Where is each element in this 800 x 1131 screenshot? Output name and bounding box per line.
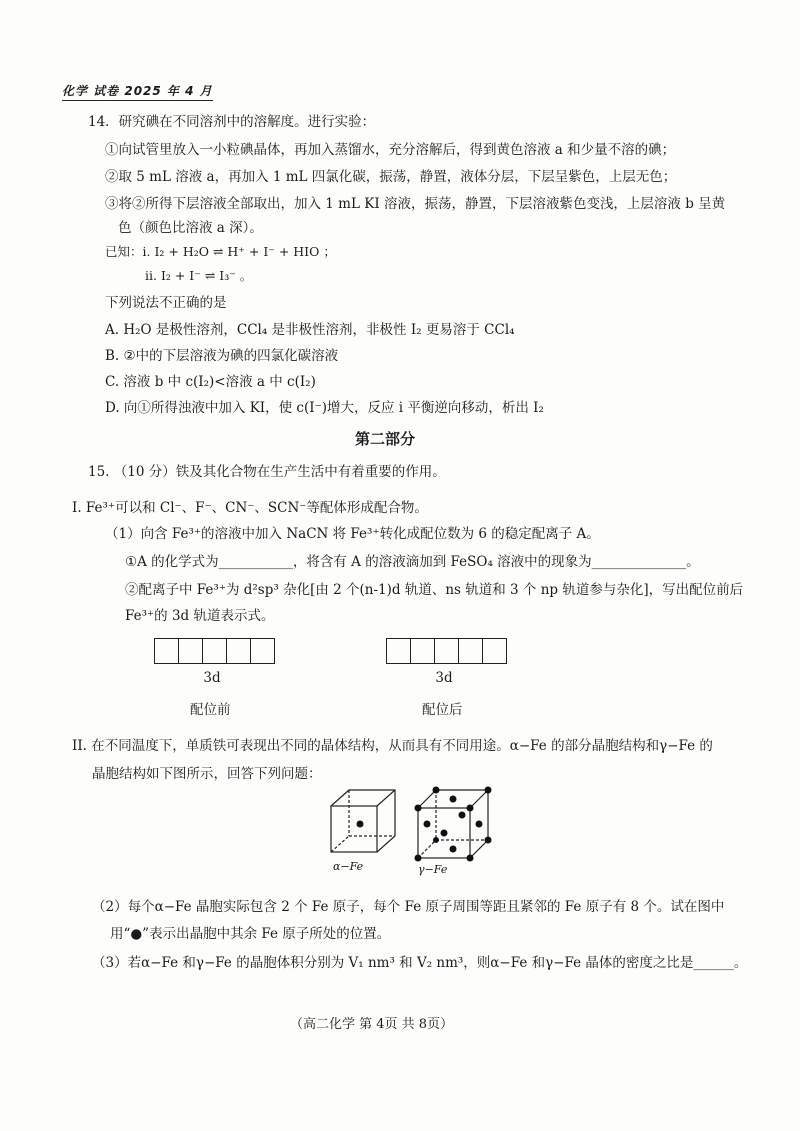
- q14-step2: ②取 5 mL 溶液 a，再加入 1 mL 四氯化碳，振荡，静置，液体分层，下层呈紫色，上层无色；: [105, 169, 677, 185]
- q15-sub2-line1: （2）每个α−Fe 晶胞实际包含 2 个 Fe 原子，每个 Fe 原子周围等距且紧邻的 Fe 原子有 8 个。试在图中: [92, 899, 725, 915]
- q14-known-1: 已知：ⅰ. I₂ + H₂O ⇌ H⁺ + I⁻ + HIO ；: [105, 244, 336, 259]
- label-gamma-fe: γ−Fe: [418, 863, 448, 876]
- orbital-box[interactable]: [203, 639, 227, 663]
- caption-before: 配位前: [190, 702, 231, 718]
- q14-option-a: A. H₂O 是极性溶剂，CCl₄ 是非极性溶剂，非极性 I₂ 更易溶于 CCl₄: [105, 322, 515, 338]
- fe-atom: [424, 821, 431, 828]
- caption-after: 配位后: [422, 702, 463, 718]
- q15-sub1-c: Fe³⁺的 3d 轨道表示式。: [125, 608, 275, 624]
- q15-sub1: （1）向含 Fe³⁺的溶液中加入 NaCN 将 Fe³⁺转化成配位数为 6 的稳定配离子 A。: [105, 526, 600, 542]
- orbital-box[interactable]: [435, 639, 459, 663]
- q14-step3-line2: 色（颜色比溶液 a 深）。: [118, 220, 263, 236]
- q15-part-i: I. Fe³⁺可以和 Cl⁻、F⁻、CN⁻、SCN⁻等配体形成配合物。: [72, 500, 428, 516]
- fe-atom: [485, 837, 492, 844]
- q14-option-d: D. 向①所得浊液中加入 KI，使 c(I⁻)增大，反应 ⅰ 平衡逆向移动，析出 I₂: [105, 400, 544, 416]
- orbital-boxes-before[interactable]: [154, 638, 275, 664]
- q14-step1: ①向试管里放入一小粒碘晶体，再加入蒸馏水，充分溶解后，得到黄色溶液 a 和少量不溶的碘；: [105, 142, 676, 158]
- fe-atom: [433, 787, 440, 794]
- fe-atom: [467, 855, 474, 862]
- q15-sub3: （3）若α−Fe 和γ−Fe 的晶胞体积分别为 V₁ nm³ 和 V₂ nm³，则α−Fe 和γ−Fe 晶体的密度之比是______。: [92, 955, 748, 971]
- orbital-box[interactable]: [155, 639, 179, 663]
- fe-atom: [467, 805, 474, 812]
- orbital-box[interactable]: [459, 639, 483, 663]
- fe-atom: [415, 855, 422, 862]
- orbital-box[interactable]: [483, 639, 506, 663]
- q14-prompt: 下列说法不正确的是: [105, 295, 227, 311]
- orbital-box[interactable]: [251, 639, 274, 663]
- q15-sub1-a: ①A 的化学式为___________，将含有 A 的溶液滴加到 FeSO₄ 溶液中的现象为______________。: [125, 554, 700, 570]
- label-alpha-fe: α−Fe: [333, 860, 364, 873]
- q14-known-2: ⅱ. I₂ + I⁻ ⇌ I₃⁻ 。: [145, 268, 253, 283]
- gamma-fe-cell-diagram[interactable]: [412, 786, 492, 862]
- q14-stem: 14．研究碘在不同溶剂中的溶解度。进行实验：: [88, 114, 376, 130]
- fe-atom: [441, 830, 448, 837]
- q15-part-ii-line1: II. 在不同温度下，单质铁可表现出不同的晶体结构，从而具有不同用途。α−Fe 的部分晶胞结构和γ−Fe 的: [72, 738, 713, 754]
- orbital-box[interactable]: [411, 639, 435, 663]
- fe-atom: [476, 821, 483, 828]
- orbital-box[interactable]: [227, 639, 251, 663]
- fe-atom: [357, 821, 364, 828]
- q14-option-c: C. 溶液 b 中 c(I₂)<溶液 a 中 c(I₂): [105, 374, 316, 390]
- alpha-fe-cell-diagram[interactable]: [325, 786, 400, 858]
- orbital-label-after: 3d: [435, 670, 453, 686]
- page-footer: （高二化学 第 4页 共 8页）: [290, 1017, 454, 1032]
- q14-step3-line1: ③将②所得下层溶液全部取出，加入 1 mL KI 溶液，振荡，静置，下层溶液紫色变浅，上层溶液 b 呈黄: [105, 196, 726, 212]
- fe-atom: [485, 787, 492, 794]
- fe-atom: [459, 812, 466, 819]
- fe-atom: [450, 846, 457, 853]
- q15-part-ii-line2: 晶胞结构如下图所示，回答下列问题：: [92, 766, 322, 782]
- orbital-box[interactable]: [387, 639, 411, 663]
- q14-option-b: B. ②中的下层溶液为碘的四氯化碳溶液: [105, 348, 339, 364]
- part-two-title: 第二部分: [355, 430, 416, 448]
- exam-header: 化学 试卷 2025 年 4 月: [62, 82, 213, 101]
- fe-atom: [433, 837, 439, 843]
- fe-atom: [415, 805, 422, 812]
- q15-sub1-b: ②配离子中 Fe³⁺为 d²sp³ 杂化[由 2 个(n-1)d 轨道、ns 轨道和 3 个 np 轨道参与杂化]，写出配位前后: [125, 582, 744, 598]
- orbital-boxes-after[interactable]: [386, 638, 507, 664]
- orbital-box[interactable]: [179, 639, 203, 663]
- q15-stem: 15. （10 分）铁及其化合物在生产生活中有着重要的作用。: [88, 464, 446, 480]
- fe-atom: [450, 796, 457, 803]
- orbital-label-before: 3d: [203, 670, 221, 686]
- q15-sub2-line2: 用“●”表示出晶胞中其余 Fe 原子所处的位置。: [110, 926, 391, 942]
